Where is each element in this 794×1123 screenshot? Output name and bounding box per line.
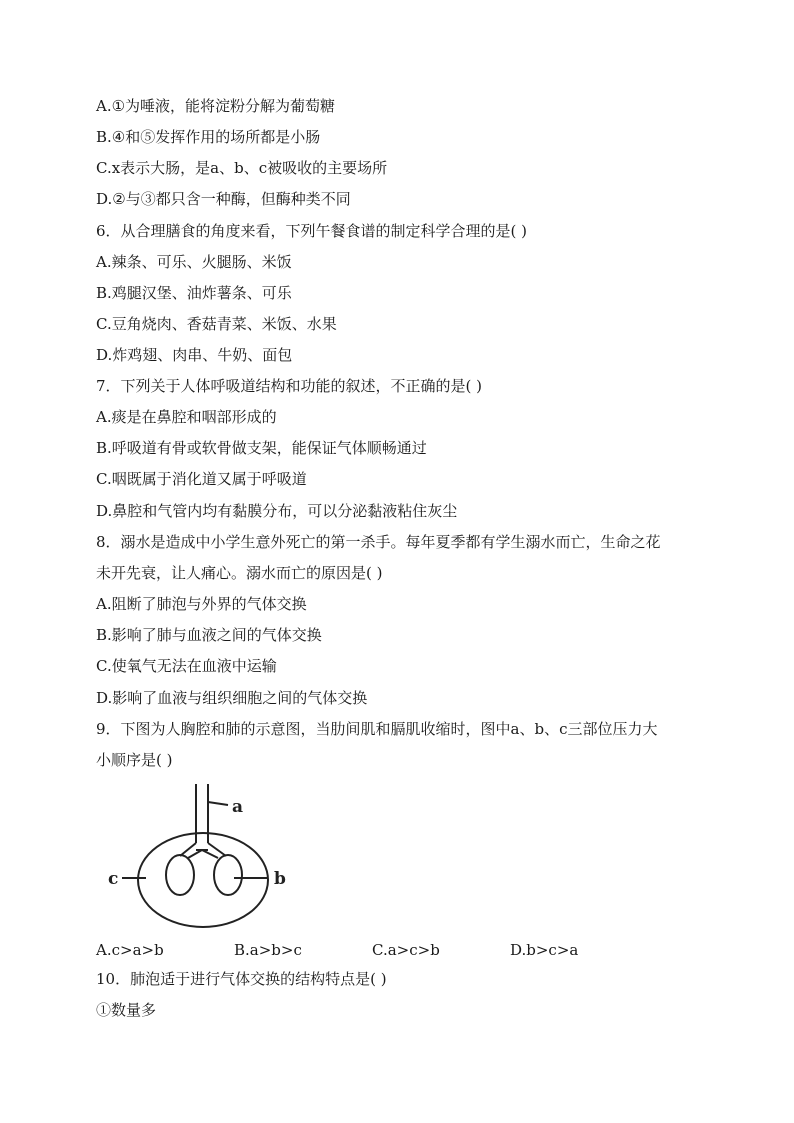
thorax-lung-diagram [108, 780, 308, 930]
left-lung [166, 855, 194, 895]
q7-option-d: D.鼻腔和气管内均有黏膜分布，可以分泌黏液粘住灰尘 [96, 502, 458, 520]
q8-stem-line1: 8．溺水是造成中小学生意外死亡的第一杀手。每年夏季都有学生溺水而亡，生命之花 [96, 533, 661, 551]
q10-stem: 10．肺泡适于进行气体交换的结构特点是( ) [96, 970, 387, 988]
q5-option-c: C.x表示大肠，是a、b、c被吸收的主要场所 [96, 159, 388, 177]
q6-option-c: C.豆角烧肉、香菇青菜、米饭、水果 [96, 315, 337, 333]
thoracic-cavity-outline [138, 833, 268, 927]
q7-option-c: C.咽既属于消化道又属于呼吸道 [96, 470, 307, 488]
q6-option-b: B.鸡腿汉堡、油炸薯条、可乐 [96, 284, 292, 302]
q7-option-a: A.痰是在鼻腔和咽部形成的 [96, 408, 277, 426]
q7-option-b: B.呼吸道有骨或软骨做支架，能保证气体顺畅通过 [96, 439, 427, 457]
label-a-leader [208, 802, 228, 805]
q6-stem: 6．从合理膳食的角度来看，下列午餐食谱的制定科学合理的是( ) [96, 222, 528, 240]
q7-stem: 7．下列关于人体呼吸道结构和功能的叙述，不正确的是( ) [96, 377, 483, 395]
q9-option-a: A.c>a>b [96, 941, 164, 959]
q5-option-a: A.①为唾液，能将淀粉分解为葡萄糖 [96, 97, 336, 115]
q5-option-d: D.②与③都只含一种酶，但酶种类不同 [96, 190, 351, 208]
q8-option-d: D.影响了血液与组织细胞之间的气体交换 [96, 689, 368, 707]
q8-option-b: B.影响了肺与血液之间的气体交换 [96, 626, 322, 644]
q6-option-a: A.辣条、可乐、火腿肠、米饭 [96, 253, 292, 271]
label-a: a [232, 797, 244, 817]
q8-stem-line2: 未开先衰，让人痛心。溺水而亡的原因是( ) [96, 564, 383, 582]
bronchus-inner [188, 850, 218, 858]
q8-option-a: A.阻断了肺泡与外界的气体交换 [96, 595, 307, 613]
q9-stem-line1: 9．下图为人胸腔和肺的示意图，当肋间肌和膈肌收缩时，图中a、b、c三部位压力大 [96, 720, 658, 738]
q8-option-c: C.使氧气无法在血液中运输 [96, 657, 277, 675]
q10-item-1: ①数量多 [96, 1001, 157, 1019]
label-c: c [108, 869, 119, 889]
q9-option-d: D.b>c>a [510, 941, 579, 959]
right-lung [214, 855, 242, 895]
q5-option-b: B.④和⑤发挥作用的场所都是小肠 [96, 128, 321, 146]
q9-stem-line2: 小顺序是( ) [96, 751, 173, 769]
q9-option-b: B.a>b>c [234, 941, 302, 959]
label-b: b [274, 869, 286, 889]
q6-option-d: D.炸鸡翅、肉串、牛奶、面包 [96, 346, 293, 364]
q9-option-c: C.a>c>b [372, 941, 440, 959]
